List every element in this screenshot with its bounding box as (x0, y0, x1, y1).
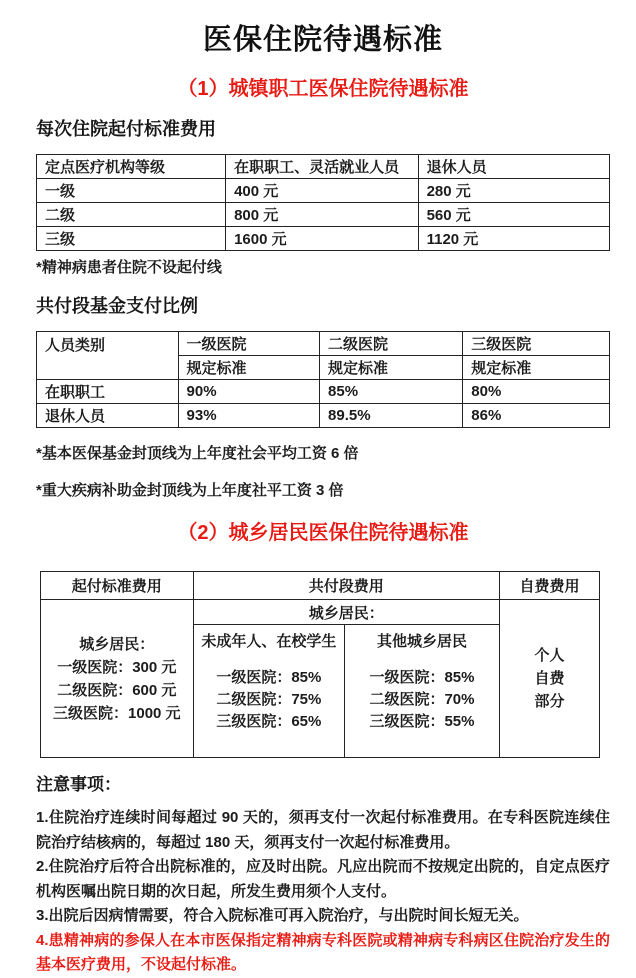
table1-cell: 三级 (37, 227, 226, 251)
deductible-group-label: 城乡居民： (79, 635, 155, 653)
table-row (41, 600, 600, 625)
table1-cell: 800 元 (226, 203, 419, 227)
notices-list (36, 806, 610, 978)
table-row (37, 179, 610, 203)
table-row (37, 203, 610, 227)
table2-standard-label: 规定标准 (178, 356, 320, 380)
table2-cell: 在职职工 (37, 380, 179, 404)
rate-line: 二级医院：75% (216, 691, 322, 708)
table2-header-level2: 二级医院 (320, 332, 463, 356)
table1-cell: 1600 元 (226, 227, 419, 251)
table2-cell: 80% (463, 380, 610, 404)
notices-heading: 注意事项： (36, 775, 121, 794)
minor-student-rates (193, 659, 344, 758)
table1-header-employed: 在职职工、灵活就业人员 (226, 155, 419, 179)
section1-heading: （1）城镇职工医保住院待遇标准 (177, 78, 469, 100)
selfpay-line: 部分 (534, 693, 565, 710)
table-row (37, 227, 610, 251)
table1-cell: 400 元 (226, 179, 419, 203)
table2-cell: 93% (178, 404, 320, 428)
deductible-table (36, 154, 610, 251)
copay-group-label: 城乡居民： (193, 600, 499, 625)
notice-item-4: 4.患精神病的参保人在本市医保指定精神病专科医院或精神病专科病区住院治疗发生的基本医疗费用，不设起付标准。 (36, 931, 610, 973)
subheader-minor-student: 未成年人、在校学生 (193, 625, 344, 660)
table-header-row (37, 332, 610, 356)
table3-header-deductible: 起付标准费用 (41, 572, 194, 600)
table2-cell: 90% (178, 380, 320, 404)
basic-cap-note: *基本医保基金封顶线为上年度社会平均工资 6 倍 (36, 445, 359, 462)
selfpay-line: 自费 (534, 670, 565, 687)
table2-cell: 85% (320, 380, 463, 404)
table1-cell: 二级 (37, 203, 226, 227)
rate-line: 一级医院：85% (216, 669, 322, 686)
table1-header-facility-level: 定点医疗机构等级 (37, 155, 226, 179)
table3-header-copay: 共付段费用 (193, 572, 499, 600)
rate-line: 三级医院：65% (216, 713, 322, 730)
table1-cell: 一级 (37, 179, 226, 203)
rate-line: 一级医院：85% (369, 669, 475, 686)
subheader-other-resident: 其他城乡居民 (345, 625, 500, 660)
table-row (37, 380, 610, 404)
notice-item-3: 3.出院后因病情需要，符合入院标准可再入院治疗，与出院时间长短无关。 (36, 907, 529, 924)
psychiatric-note: *精神病患者住院不设起付线 (36, 259, 222, 276)
table-row (37, 404, 610, 428)
notice-item-1: 1.住院治疗连续时间每超过 90 天的，须再支付一次起付标准费用。在专科医院连续住院治疗结核病的，每超过 180 天，须再支付一次起付标准费用。 (36, 809, 610, 851)
major-disease-cap-note: *重大疾病补助金封顶线为上年度社平工资 3 倍 (36, 482, 344, 499)
table3-deductible-cell (41, 600, 194, 758)
page-title: 医保住院待遇标准 (202, 24, 443, 56)
table2-cell: 89.5% (320, 404, 463, 428)
other-resident-rates (345, 659, 500, 758)
table2-header-level1: 一级医院 (178, 332, 320, 356)
table3-header-selfpay: 自费费用 (499, 572, 599, 600)
table2-header-level3: 三级医院 (463, 332, 610, 356)
resident-benefit-table (40, 571, 600, 758)
table1-cell: 1120 元 (418, 227, 609, 251)
table1-cell: 280 元 (418, 179, 609, 203)
deductible-line: 三级医院：1000 元 (53, 704, 181, 722)
section2-heading: （2）城乡居民医保住院待遇标准 (177, 522, 469, 544)
deductible-heading: 每次住院起付标准费用 (36, 119, 216, 139)
table2-cell: 退休人员 (37, 404, 179, 428)
copay-ratio-table (36, 331, 610, 428)
notice-item-2: 2.住院治疗后符合出院标准的，应及时出院。凡应出院而不按规定出院的，自定点医疗机构医嘱出院日期的次日起，所发生费用须个人支付。 (36, 858, 610, 900)
table2-standard-label: 规定标准 (320, 356, 463, 380)
table1-header-retired: 退休人员 (418, 155, 609, 179)
table2-header-person-type: 人员类别 (37, 332, 179, 380)
copay-heading: 共付段基金支付比例 (36, 296, 198, 316)
rate-line: 二级医院：70% (369, 691, 475, 708)
table-header-row (41, 572, 600, 600)
table3-selfpay-cell (499, 600, 599, 758)
selfpay-line: 个人 (534, 647, 565, 664)
deductible-line: 二级医院：600 元 (57, 681, 177, 699)
rate-line: 三级医院：55% (369, 713, 475, 730)
deductible-line: 一级医院：300 元 (57, 658, 177, 676)
table2-cell: 86% (463, 404, 610, 428)
table1-cell: 560 元 (418, 203, 609, 227)
table2-standard-label: 规定标准 (463, 356, 610, 380)
table-header-row (37, 155, 610, 179)
